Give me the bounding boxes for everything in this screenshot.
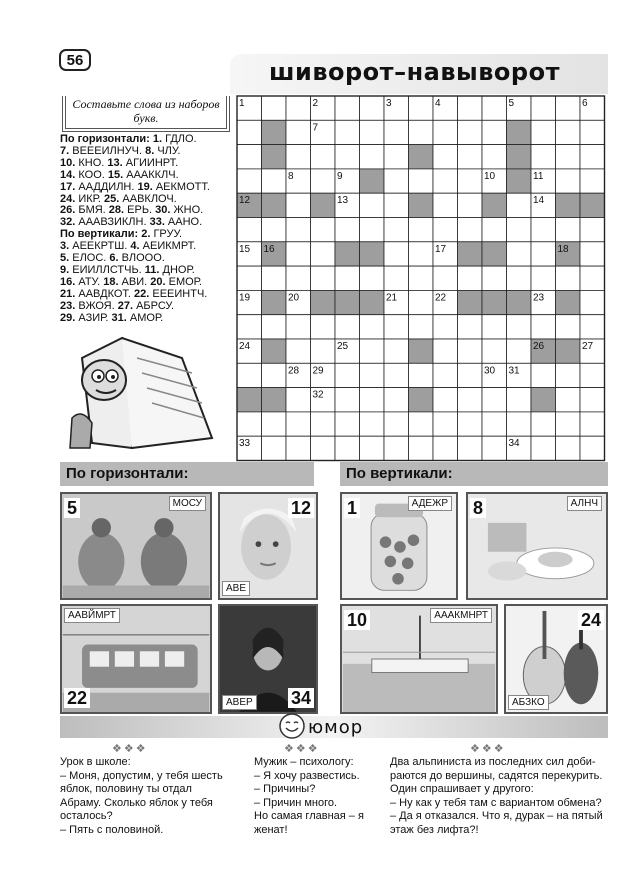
shaded-cell — [262, 120, 287, 144]
photo-letters: АВЕ — [222, 581, 250, 596]
grid-cell — [311, 266, 336, 290]
clue-line: 17. ААДДИЛН. 19. АЕКМОТТ. — [60, 180, 210, 193]
photo-number: 10 — [344, 610, 370, 630]
grid-cell — [286, 412, 311, 436]
grid-cell — [237, 169, 262, 193]
photo-letters: МОСУ — [169, 496, 206, 511]
shaded-cell — [556, 193, 581, 217]
grid-cell — [433, 339, 458, 363]
grid-cell — [458, 193, 483, 217]
shaded-cell — [507, 290, 532, 314]
cell-number: 9 — [337, 170, 343, 182]
shaded-cell — [482, 193, 507, 217]
grid-cell — [262, 363, 287, 387]
cell-number: 14 — [533, 195, 545, 207]
joke-deco: ❖❖❖ — [284, 742, 320, 755]
grid-cell — [482, 145, 507, 169]
cell-number: 8 — [288, 170, 294, 182]
photo-number: 8 — [470, 498, 486, 518]
joke-line: – Пять с половиной. — [60, 823, 164, 836]
photo-letters: АЛНЧ — [567, 496, 602, 511]
cell-number: 23 — [533, 292, 545, 304]
cell-number: 4 — [435, 98, 441, 109]
cell-number: 21 — [386, 292, 398, 304]
grid-cell — [433, 412, 458, 436]
grid-cell — [409, 363, 434, 387]
grid-cell — [507, 218, 532, 242]
grid-cell — [433, 193, 458, 217]
joke-deco: ❖❖❖ — [112, 742, 148, 755]
grid-cell — [458, 388, 483, 412]
photo-number: 5 — [64, 498, 80, 518]
grid-cell — [482, 218, 507, 242]
grid-cell — [507, 315, 532, 339]
grid-cell — [556, 412, 581, 436]
grid-cell — [237, 315, 262, 339]
grid-cell — [360, 218, 385, 242]
shaded-cell — [335, 290, 360, 314]
cell-number: 17 — [435, 243, 447, 255]
grid-cell — [409, 96, 434, 120]
grid-cell — [409, 315, 434, 339]
grid-cell — [433, 266, 458, 290]
grid-cell — [335, 436, 360, 460]
grid-cell — [360, 96, 385, 120]
grid-cell — [458, 96, 483, 120]
grid-cell — [458, 363, 483, 387]
grid-cell — [409, 242, 434, 266]
grid-cell — [360, 193, 385, 217]
grid-cell — [433, 436, 458, 460]
cell-number: 15 — [239, 243, 251, 255]
humor-title: юмор — [308, 717, 364, 738]
joke-line: – Причин много. — [254, 796, 338, 809]
grid-cell — [482, 388, 507, 412]
grid-cell — [531, 145, 556, 169]
grid-cell — [335, 412, 360, 436]
joke-1 — [60, 756, 223, 838]
shaded-cell — [237, 388, 262, 412]
cell-number: 31 — [508, 365, 520, 377]
grid-cell — [384, 315, 409, 339]
cell-number: 18 — [557, 243, 569, 255]
grid-cell — [433, 315, 458, 339]
grid-cell — [580, 436, 605, 460]
shaded-cell — [580, 193, 605, 217]
joke-line: этаж без лифта?! — [390, 823, 479, 836]
grid-cell — [286, 315, 311, 339]
clue-line: 16. АТУ. 18. АВИ. 20. ЕМОР. — [60, 275, 202, 288]
grid-cell — [556, 363, 581, 387]
smiley-icon — [278, 712, 306, 740]
grid-cell — [556, 145, 581, 169]
grid-cell — [286, 436, 311, 460]
grid-cell — [580, 266, 605, 290]
shaded-cell — [335, 242, 360, 266]
cell-number: 24 — [239, 341, 251, 352]
grid-cell — [482, 412, 507, 436]
grid-cell — [409, 290, 434, 314]
grid-cell — [482, 120, 507, 144]
grid-cell — [556, 218, 581, 242]
cell-number: 28 — [288, 365, 300, 377]
photo-sumo — [60, 492, 212, 600]
grid-cell — [237, 218, 262, 242]
cell-number: 11 — [533, 170, 544, 182]
grid-cell — [409, 412, 434, 436]
grid-cell — [556, 120, 581, 144]
grid-cell — [458, 315, 483, 339]
grid-cell — [580, 388, 605, 412]
shaded-cell — [311, 193, 336, 217]
joke-line: Но самая главная – я — [254, 810, 364, 823]
grid-cell — [360, 412, 385, 436]
clue-line: 7. ВЕЕЕИЛНУЧ. 8. ЧЛУ. — [60, 144, 181, 157]
grid-cell — [262, 436, 287, 460]
clue-line: 23. ВЖОЯ. 27. АБРСУ. — [60, 299, 175, 312]
photo-lute — [504, 604, 608, 714]
page-title: шиворот–навыворот — [269, 58, 560, 86]
grid-cell — [580, 169, 605, 193]
grid-cell — [384, 266, 409, 290]
cell-number: 22 — [435, 292, 447, 304]
grid-cell — [580, 315, 605, 339]
grid-cell — [482, 315, 507, 339]
grid-cell — [286, 145, 311, 169]
grid-cell — [458, 436, 483, 460]
grid-cell — [531, 266, 556, 290]
photo-number: 12 — [288, 498, 314, 518]
joke-line: яблок, половину ты отдал — [60, 783, 192, 796]
clue-line: 26. БМЯ. 28. ЕРЬ. 30. ЖНО. — [60, 204, 204, 217]
grid-cell — [531, 315, 556, 339]
grid-cell — [335, 145, 360, 169]
page-number: 56 — [59, 49, 91, 71]
grid-cell — [335, 266, 360, 290]
grid-cell — [409, 218, 434, 242]
grid-cell — [433, 388, 458, 412]
photo-letters: ААВЙМРТ — [64, 608, 120, 623]
photo-tea-set — [466, 492, 608, 600]
photo-number: 1 — [344, 498, 360, 518]
grid-cell — [458, 169, 483, 193]
grid-cell — [335, 363, 360, 387]
grid-cell — [580, 412, 605, 436]
grid-cell — [507, 339, 532, 363]
grid-cell — [556, 315, 581, 339]
grid-cell — [384, 145, 409, 169]
grid-cell — [507, 266, 532, 290]
grid-cell — [360, 120, 385, 144]
grid-cell — [286, 242, 311, 266]
joke-line: Два альпиниста из последних сил доби- — [390, 756, 596, 768]
grid-cell — [507, 412, 532, 436]
grid-cell — [409, 169, 434, 193]
shaded-cell — [556, 339, 581, 363]
grid-cell — [531, 412, 556, 436]
shaded-cell — [458, 290, 483, 314]
grid-cell — [458, 412, 483, 436]
grid-cell — [262, 96, 287, 120]
cell-number: 27 — [582, 341, 594, 352]
clue-line: 10. КНО. 13. АГИИНРТ. — [60, 156, 179, 169]
grid-cell — [360, 388, 385, 412]
grid-cell — [335, 388, 360, 412]
cell-number: 12 — [239, 195, 251, 207]
instructions: Составьте слова из наборов букв. — [62, 96, 230, 132]
grid-cell — [458, 145, 483, 169]
grid-cell — [262, 169, 287, 193]
grid-cell — [409, 266, 434, 290]
cell-number: 6 — [582, 98, 588, 109]
grid-cell — [507, 193, 532, 217]
joke-line: – Причины? — [254, 783, 316, 796]
grid-cell — [335, 120, 360, 144]
shaded-cell — [262, 145, 287, 169]
cell-number: 29 — [312, 365, 324, 377]
grid-cell — [384, 339, 409, 363]
grid-cell — [580, 145, 605, 169]
photo-candy-jar — [340, 492, 458, 600]
vertical-section-header: По вертикали: — [340, 462, 608, 486]
shaded-cell — [360, 290, 385, 314]
photo-letters: АААКМНРТ — [430, 608, 492, 623]
grid-cell — [482, 96, 507, 120]
cell-number: 10 — [484, 170, 496, 182]
grid-cell — [433, 120, 458, 144]
shaded-cell — [360, 242, 385, 266]
grid-cell — [433, 218, 458, 242]
grid-cell — [237, 145, 262, 169]
cell-number: 32 — [312, 389, 324, 401]
grid-cell — [237, 266, 262, 290]
shaded-cell — [507, 145, 532, 169]
cell-number: 30 — [484, 365, 496, 377]
grid-cell — [556, 169, 581, 193]
shaded-cell — [507, 120, 532, 144]
grid-cell — [360, 339, 385, 363]
grid-cell — [580, 242, 605, 266]
grid-cell — [507, 388, 532, 412]
shaded-cell — [311, 290, 336, 314]
photo-catamaran — [340, 604, 498, 714]
grid-cell — [311, 315, 336, 339]
shaded-cell — [409, 193, 434, 217]
photo-number: 22 — [64, 688, 90, 708]
clue-line: 5. ЕЛОС. 6. ВЛООО. — [60, 252, 165, 265]
grid-cell — [311, 145, 336, 169]
joke-line: – Да я отказался. Что я, дурак – на пятый — [390, 810, 603, 823]
joke-deco: ❖❖❖ — [470, 742, 506, 755]
grid-cell — [384, 388, 409, 412]
grid-cell — [360, 145, 385, 169]
joke-line: Абраму. Сколько яблок у тебя — [60, 796, 213, 809]
cell-number: 3 — [386, 98, 392, 109]
grid-cell — [384, 412, 409, 436]
cell-number: 19 — [239, 292, 251, 304]
cell-number: 16 — [263, 243, 275, 255]
horizontal-section-header: По горизонтали: — [60, 462, 314, 486]
grid-cell — [482, 436, 507, 460]
grid-cell — [286, 120, 311, 144]
cell-number: 26 — [533, 341, 545, 352]
grid-cell — [556, 96, 581, 120]
grid-cell — [409, 436, 434, 460]
grid-cell — [482, 339, 507, 363]
grid-cell — [384, 218, 409, 242]
grid-cell — [409, 120, 434, 144]
grid-cell — [433, 363, 458, 387]
grid-cell — [531, 120, 556, 144]
clue-line: 24. ИКР. 25. ААВКЛОЧ. — [60, 192, 177, 205]
shaded-cell — [262, 290, 287, 314]
grid-cell — [531, 242, 556, 266]
shaded-cell — [458, 242, 483, 266]
clue-line: По горизонтали: 1. ГДЛО. — [60, 133, 197, 145]
joke-line: Один спрашивает у другого: — [390, 783, 534, 796]
shaded-cell — [482, 242, 507, 266]
grid-cell — [433, 169, 458, 193]
grid-cell — [507, 242, 532, 266]
cell-number: 2 — [312, 98, 319, 109]
photo-number: 24 — [578, 610, 604, 630]
grid-cell — [262, 315, 287, 339]
grid-cell — [286, 266, 311, 290]
grid-cell — [384, 120, 409, 144]
grid-cell — [360, 363, 385, 387]
shaded-cell — [482, 290, 507, 314]
grid-cell — [531, 436, 556, 460]
grid-cell — [262, 218, 287, 242]
grid-cell — [360, 315, 385, 339]
photo-number: 34 — [288, 688, 314, 708]
photo-letters: АВЕР — [222, 695, 257, 710]
photo-tram — [60, 604, 212, 714]
joke-line: – Я хочу развестись. — [254, 769, 360, 782]
grid-cell — [237, 120, 262, 144]
grid-cell — [458, 266, 483, 290]
joke-line: раются до вершины, садятся перекурить. — [390, 769, 603, 782]
clue-line: По вертикали: 2. ГРУУ. — [60, 228, 183, 241]
grid-cell — [384, 436, 409, 460]
shaded-cell — [409, 339, 434, 363]
grid-cell — [286, 339, 311, 363]
grid-cell — [580, 290, 605, 314]
grid-cell — [384, 242, 409, 266]
grid-cell — [311, 412, 336, 436]
grid-cell — [360, 266, 385, 290]
grid-cell — [262, 266, 287, 290]
shaded-cell — [531, 388, 556, 412]
grid-cell — [556, 266, 581, 290]
photo-letters: АДЕЖР — [408, 496, 452, 511]
grid-cell — [311, 242, 336, 266]
grid-cell — [286, 388, 311, 412]
grid-cell — [458, 120, 483, 144]
grid-cell — [384, 169, 409, 193]
cell-number: 7 — [312, 122, 319, 134]
cell-number: 1 — [239, 98, 245, 109]
cell-number: 20 — [288, 292, 300, 304]
joke-line: Мужик – психологу: — [254, 756, 354, 768]
grid-cell — [286, 218, 311, 242]
shaded-cell — [262, 388, 287, 412]
shaded-cell — [556, 290, 581, 314]
grid-cell — [556, 388, 581, 412]
grid-cell — [433, 145, 458, 169]
photo-woman-portrait — [218, 492, 318, 600]
clue-line: 9. ЕИИЛЛСТЧЬ. 11. ДНОР. — [60, 263, 195, 276]
grid-cell — [311, 218, 336, 242]
grid-cell — [262, 412, 287, 436]
cell-number: 34 — [508, 438, 520, 450]
clue-line: 14. КОО. 15. АААККЛЧ. — [60, 168, 179, 181]
grid-cell — [335, 96, 360, 120]
grid-cell — [531, 363, 556, 387]
shaded-cell — [360, 169, 385, 193]
joke-2 — [254, 756, 364, 838]
joke-line: Урок в школе: — [60, 756, 131, 768]
shaded-cell — [262, 193, 287, 217]
cell-number: 33 — [239, 438, 251, 450]
cell-number: 13 — [337, 195, 349, 207]
grid-cell — [311, 436, 336, 460]
grid-cell — [360, 436, 385, 460]
photo-man-portrait — [218, 604, 318, 714]
grid-cell — [580, 120, 605, 144]
clue-line: 21. ААВДКОТ. 22. ЕЕЕИНТЧ. — [60, 287, 208, 300]
grid-cell — [556, 436, 581, 460]
grid-cell — [237, 363, 262, 387]
grid-cell — [335, 315, 360, 339]
joke-line: – Ну как у тебя там с вариантом обмена? — [390, 796, 602, 809]
grid-cell — [384, 363, 409, 387]
cell-number: 5 — [508, 98, 515, 109]
grid-cell — [458, 339, 483, 363]
grid-cell — [237, 412, 262, 436]
joke-line: женат! — [254, 823, 288, 836]
shaded-cell — [507, 169, 532, 193]
shaded-cell — [409, 388, 434, 412]
grid-cell — [286, 193, 311, 217]
joke-line: осталось? — [60, 810, 113, 823]
photo-letters: АБЗКО — [508, 695, 549, 710]
grid-cell — [335, 218, 360, 242]
shaded-cell — [409, 145, 434, 169]
shaded-cell — [262, 339, 287, 363]
grid-cell — [311, 169, 336, 193]
grid-cell — [531, 96, 556, 120]
clue-line: 32. АААВЗИКЛН. 33. ААНО. — [60, 216, 203, 229]
joke-3 — [390, 756, 603, 838]
joke-line: – Моня, допустим, у тебя шесть — [60, 769, 223, 782]
clue-line: 29. АЗИР. 31. АМОР. — [60, 311, 164, 324]
grid-cell — [311, 339, 336, 363]
grid-cell — [384, 193, 409, 217]
cell-number: 25 — [337, 341, 349, 352]
grid-cell — [458, 218, 483, 242]
grid-cell — [531, 218, 556, 242]
grid-cell — [482, 266, 507, 290]
grid-cell — [580, 363, 605, 387]
grid-cell — [580, 218, 605, 242]
grid-cell — [286, 96, 311, 120]
clue-line: 3. АЕЕКРТШ. 4. АЕИКМРТ. — [60, 240, 197, 253]
